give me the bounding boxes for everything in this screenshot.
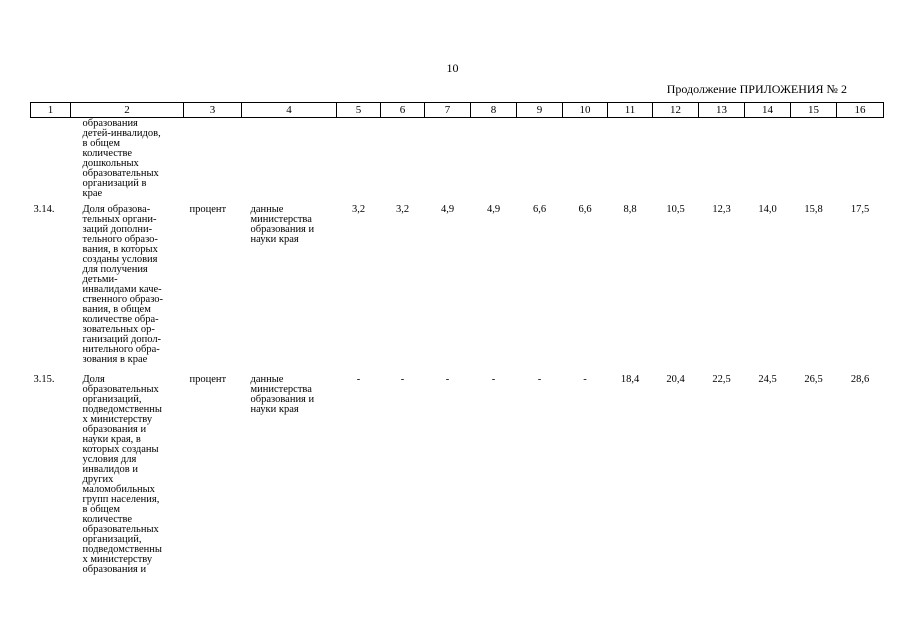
- value-cell: 26,5: [804, 374, 823, 385]
- appendix-caption: Продолжение ПРИЛОЖЕНИЯ № 2: [666, 82, 847, 96]
- value-cell: -: [537, 374, 542, 385]
- value-cell: -: [491, 374, 496, 385]
- indicator-table: [30, 102, 884, 575]
- value-cell: 14,0: [758, 204, 777, 215]
- col-header: 2: [71, 103, 184, 118]
- unit: [184, 118, 242, 200]
- value-cell: 10,5: [666, 204, 685, 215]
- value-cell: 4,9: [440, 204, 455, 215]
- value-cell: 28,6: [850, 374, 870, 385]
- value-cell: 4,9: [486, 204, 501, 215]
- value-cell: -: [400, 374, 405, 385]
- table-row: [31, 365, 884, 575]
- col-header: 6: [381, 103, 425, 118]
- value-cell: 6,6: [578, 204, 592, 215]
- col-header: 5: [337, 103, 381, 118]
- value-cell: 22,5: [712, 374, 731, 385]
- data-source: [242, 118, 337, 200]
- col-header: 8: [471, 103, 517, 118]
- row-number: 3.15.: [33, 374, 55, 385]
- col-header: 9: [517, 103, 563, 118]
- col-header: 7: [425, 103, 471, 118]
- indicator-name: Доля образовательных организаций, подведомственны х министерству образования и науки края, в которых созданы условия для инвалидов и других маломобильных групп населения, в общем количестве образовательных организаций, подведомственны х министерству образования и: [82, 374, 162, 575]
- unit: процент: [189, 204, 227, 215]
- col-header: 14: [745, 103, 791, 118]
- indicator-name: Доля образова- тельных органи- заций дополни- тельного образо- вания, в которых созданы условия для получения детьми- инвалидами каче- ственного образо- вания, в общем количестве обра- зовательных ор- ганизаций допол- нительного обра- зования в крае: [82, 204, 164, 365]
- row-number: [31, 118, 71, 200]
- data-source: данные министерства образования и науки края: [250, 204, 315, 245]
- col-header: 16: [837, 103, 884, 118]
- value-cell: 17,5: [850, 204, 870, 215]
- value-cell: -: [583, 374, 587, 385]
- value-cell: 20,4: [666, 374, 685, 385]
- value-cell: 3,2: [395, 204, 410, 215]
- col-header: 11: [608, 103, 653, 118]
- row-number: 3.14.: [33, 204, 55, 215]
- indicator-name: образования детей-инвалидов, в общем количестве дошкольных образовательных организаций в крае: [82, 118, 161, 199]
- value-cell: 3,2: [351, 204, 366, 215]
- col-header: 10: [563, 103, 608, 118]
- value-cell: 12,3: [712, 204, 731, 215]
- header-row: [31, 103, 884, 118]
- value-cells: [337, 118, 884, 200]
- page-number: 10: [446, 61, 459, 75]
- col-header: 4: [242, 103, 337, 118]
- value-cell: 8,8: [623, 204, 637, 215]
- value-cell: -: [356, 374, 361, 385]
- value-cell: 18,4: [620, 374, 640, 385]
- value-cell: -: [445, 374, 450, 385]
- value-cell: 24,5: [758, 374, 777, 385]
- col-header: 15: [791, 103, 837, 118]
- value-cell: 6,6: [532, 204, 547, 215]
- table-row: [31, 199, 884, 365]
- col-header: 13: [699, 103, 745, 118]
- col-header: 3: [184, 103, 242, 118]
- col-header: 12: [653, 103, 699, 118]
- data-source: данные министерства образования и науки края: [250, 374, 315, 415]
- table-row: [31, 118, 884, 200]
- value-cell: 15,8: [804, 204, 823, 215]
- unit: процент: [189, 374, 227, 385]
- col-header: 1: [31, 103, 71, 118]
